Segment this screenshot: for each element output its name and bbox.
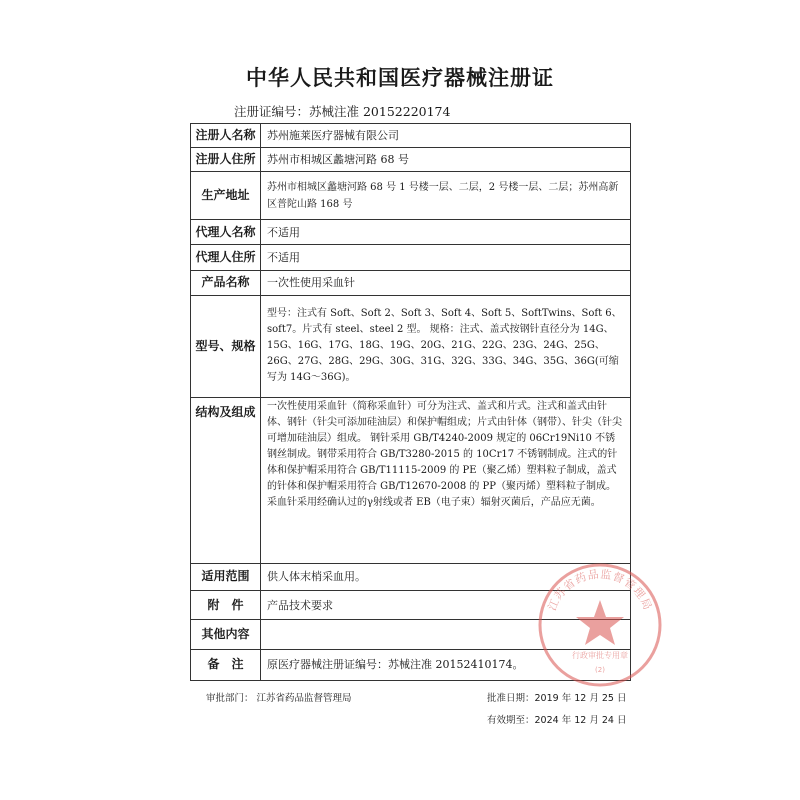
table-row	[191, 270, 631, 295]
official-seal-stamp	[535, 560, 665, 690]
stamp-number: (2)	[595, 666, 605, 674]
row-value: 苏州市相城区蠡塘河路 68 号	[261, 148, 631, 172]
row-value: 一次性使用采血针（简称采血针）可分为注式、盖式和片式。注式和盖式由针体、钢针（针尖可添加硅油层）和保护帽组成；片式由针体（钢带）、针尖（针尖可增加硅油层）组成。 钢针采用 GB/T4240-2009 规定的 06Cr19Ni10 不锈钢丝制成。钢带采用符合 GB/T3280-2015 的 10Cr17 不锈钢制成。注式的针体和保护帽采用符合 GB/T11115-2009 的 PE（聚乙烯）塑料粒子制成，盖式的针体和保护帽采用符合 GB/T12670-2008 的 PP（聚丙烯）塑料粒子制成。采血针采用经确认过的γ射线或者 EB（电子束）辐射灭菌后，产品应无菌。	[261, 398, 631, 563]
stamp-subtext: 行政审批专用章	[572, 651, 628, 660]
table-row	[191, 295, 631, 398]
row-label: 备 注	[191, 649, 261, 680]
table-row	[191, 398, 631, 563]
row-value: 苏州施莱医疗器械有限公司	[261, 124, 631, 148]
stamp-text: 江苏省药品监督管理局	[545, 567, 655, 613]
row-label: 代理人名称	[191, 220, 261, 245]
table-row	[191, 245, 631, 270]
row-label: 产品名称	[191, 270, 261, 295]
row-value: 不适用	[261, 245, 631, 270]
row-value: 一次性使用采血针	[261, 270, 631, 295]
expiry-date: 有效期至：2024 年 12 月 24 日	[487, 715, 627, 726]
row-label: 代理人住所	[191, 245, 261, 270]
table-row	[191, 172, 631, 220]
approval-authority: 审批部门： 江苏省药品监督管理局	[206, 693, 352, 704]
row-value: 不适用	[261, 220, 631, 245]
table-row	[191, 148, 631, 172]
row-label: 结构及组成	[191, 398, 261, 563]
table-row	[191, 124, 631, 148]
row-value: 原医疗器械注册证编号：苏械注准 20152410174。	[261, 649, 631, 680]
registration-number: 注册证编号：苏械注准 20152220174	[234, 104, 451, 119]
row-label: 适用范围	[191, 563, 261, 590]
row-label: 生产地址	[191, 172, 261, 220]
row-label: 附 件	[191, 590, 261, 619]
row-label: 注册人名称	[191, 124, 261, 148]
row-value: 供人体末梢采血用。	[261, 563, 631, 590]
row-value: 型号：注式有 Soft、Soft 2、Soft 3、Soft 4、Soft 5、SoftTwins、Soft 6、soft7。片式有 steel、steel 2 型。 规格：注式、盖式按钢针直径分为 14G、15G、16G、17G、18G、19G、20G、21G、22G、23G、24G、25G、26G、27G、28G、29G、30G、31G、32G、33G、34G、35G、36G(可缩写为 14G～36G)。	[261, 295, 631, 398]
table-row	[191, 220, 631, 245]
row-value: 苏州市相城区蠡塘河路 68 号 1 号楼一层、二层，2 号楼一层、二层；苏州高新区普陀山路 168 号	[261, 172, 631, 220]
row-label: 其他内容	[191, 620, 261, 649]
approval-date: 批准日期：2019 年 12 月 25 日	[487, 693, 627, 704]
row-label: 型号、规格	[191, 295, 261, 398]
row-label: 注册人住所	[191, 148, 261, 172]
stamp-star-icon	[576, 600, 624, 645]
row-value: 产品技术要求	[261, 590, 631, 619]
certificate-title: 中华人民共和国医疗器械注册证	[246, 66, 554, 90]
